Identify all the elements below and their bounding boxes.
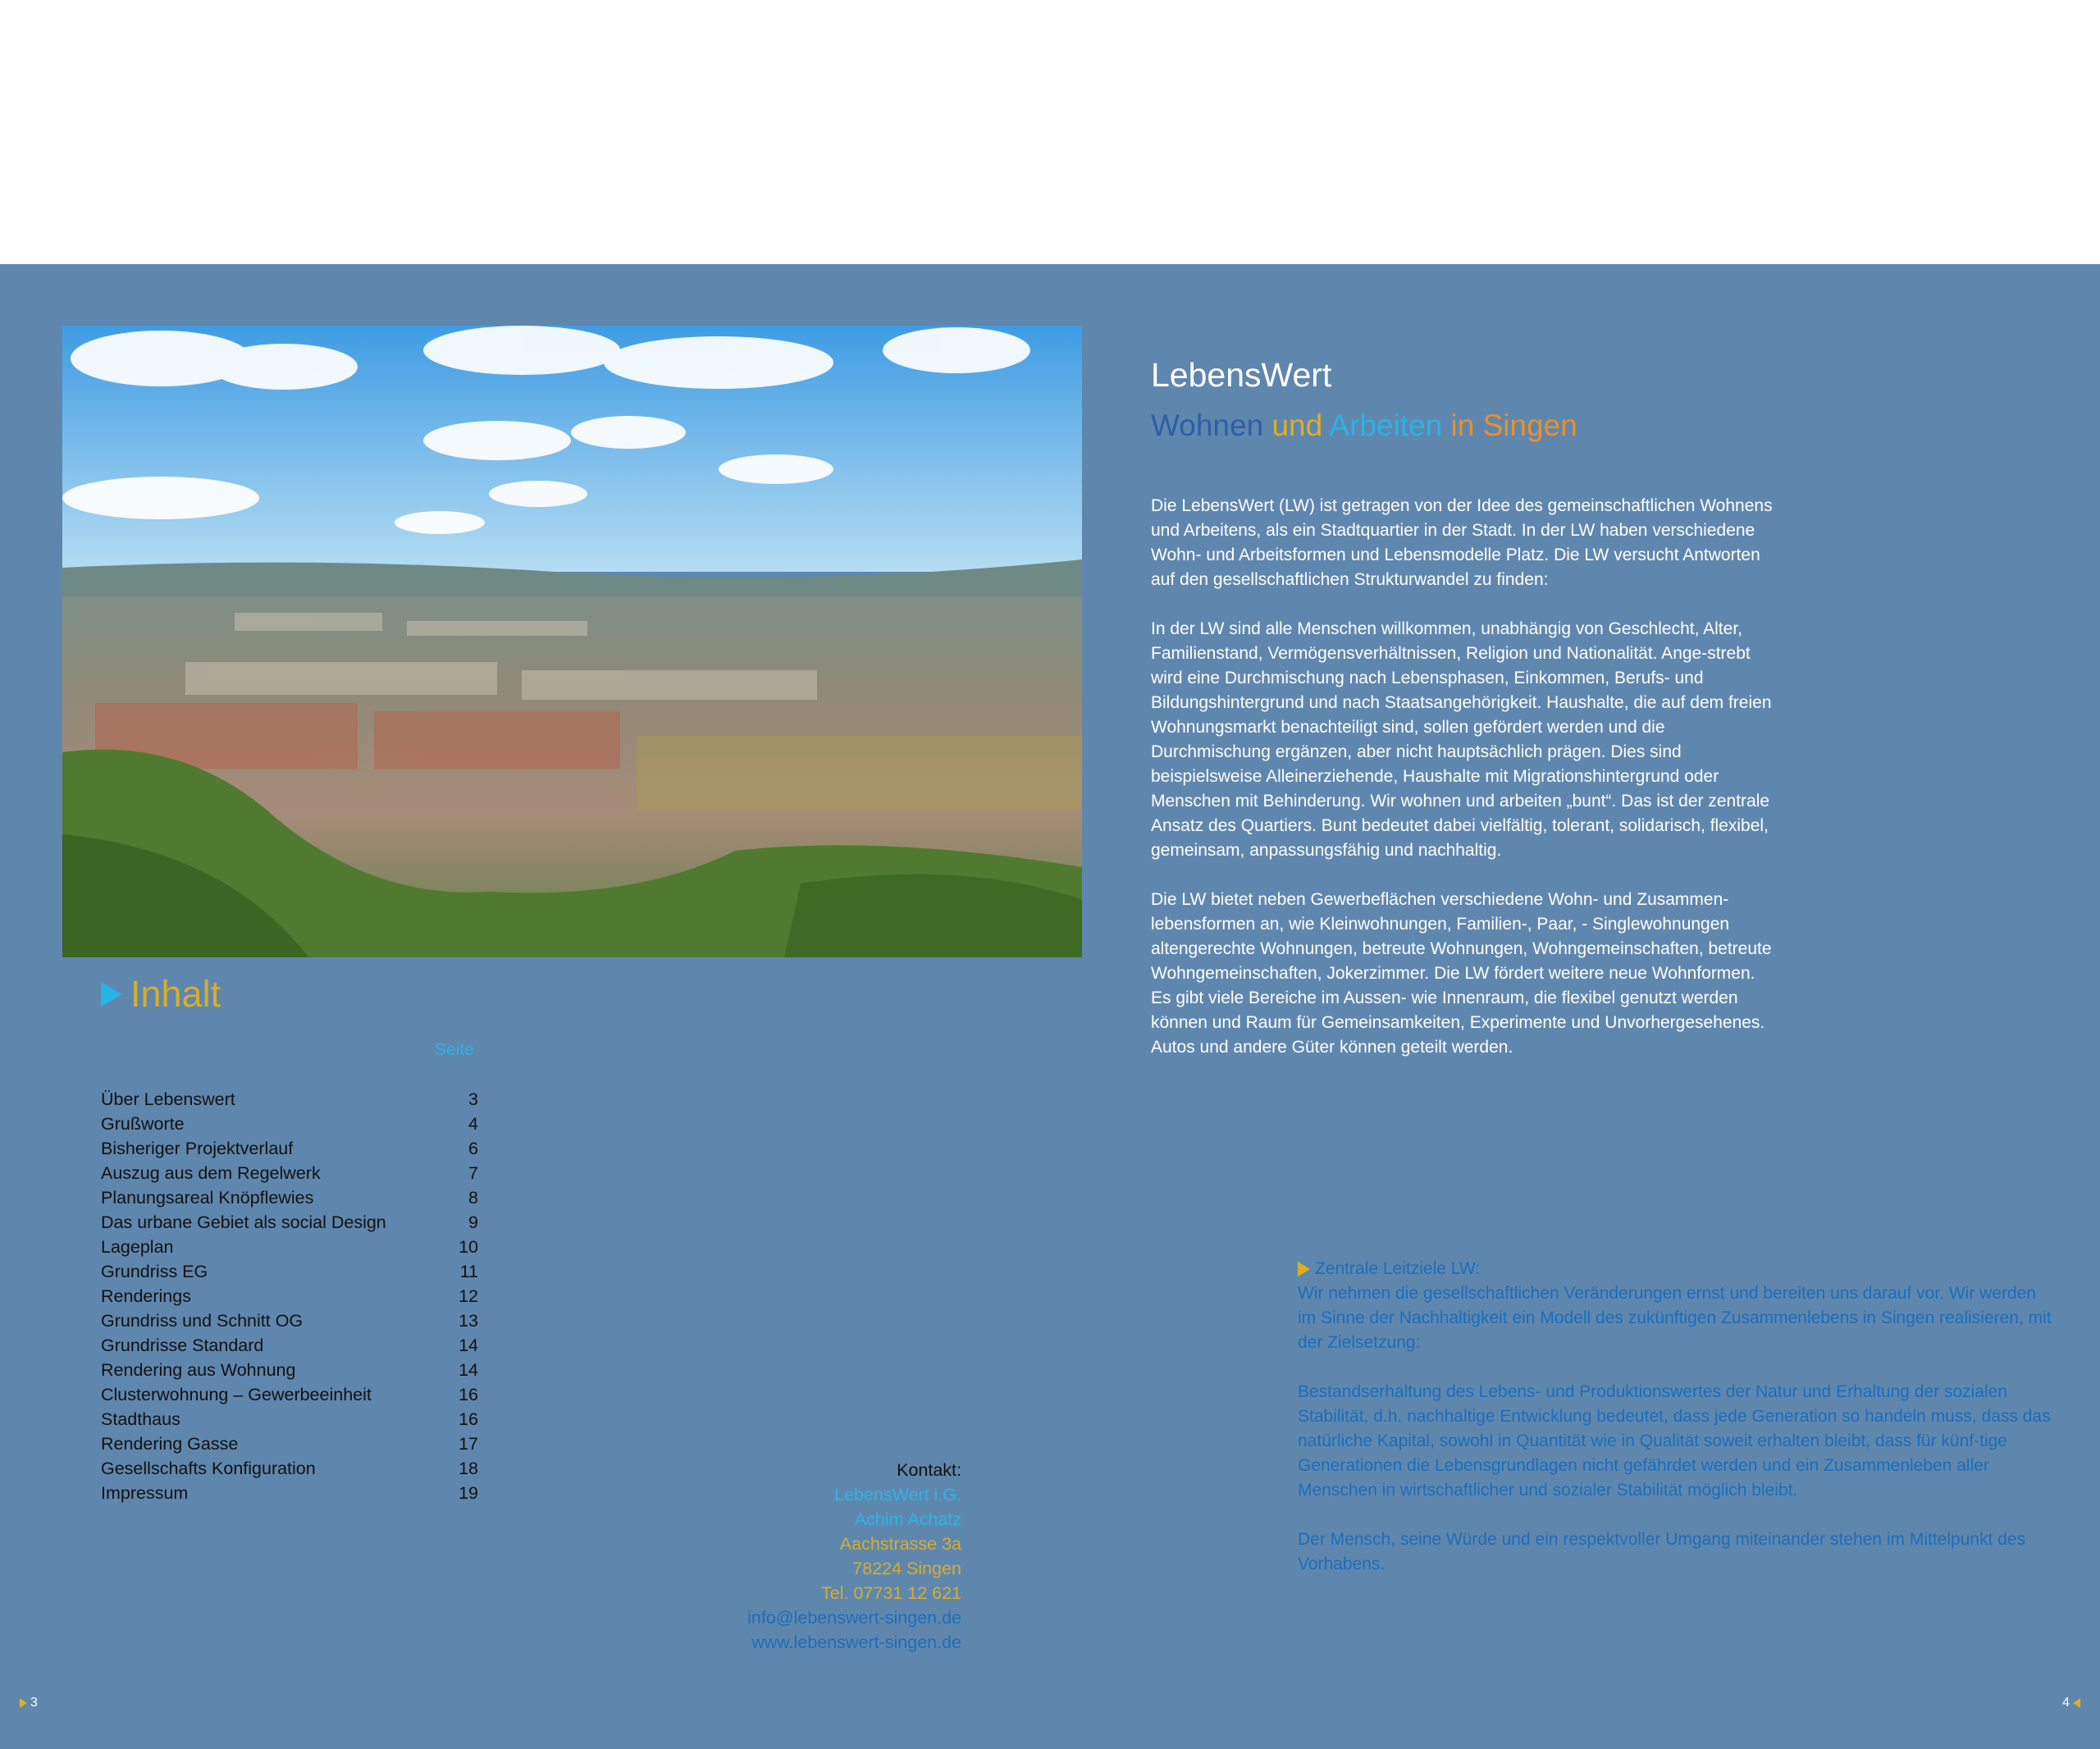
city-panorama-image	[62, 326, 1082, 957]
contact-email-link[interactable]: info@lebenswert-singen.de	[747, 1608, 961, 1628]
toc-entry-page: 10	[459, 1237, 478, 1257]
toc-entry-label: Gesellschafts Konfiguration	[101, 1459, 316, 1478]
contact-phone: Tel. 07731 12 621	[821, 1583, 961, 1603]
toc-entry-page: 11	[459, 1262, 478, 1281]
toc-entry-page: 6	[468, 1139, 478, 1158]
leitziele-paragraph: Wir nehmen die gesellschaftlichen Veränderungen ernst und bereiten uns darauf vor. Wir werden im Sinne der Nachhaltigkeit ein Modell des zukünftigen Zusammenlebens in Singen realisieren, mit der Zielsetzung:	[1298, 1284, 2052, 1352]
contact-heading: Kontakt:	[897, 1460, 961, 1480]
toc-entry-page: 7	[468, 1163, 478, 1183]
toc-entry[interactable]	[101, 1136, 478, 1161]
subtitle-word: Singen	[1482, 409, 1577, 442]
table-of-contents	[101, 1087, 478, 1505]
toc-entry-page: 16	[459, 1409, 478, 1429]
city-panorama-photo	[62, 326, 1082, 957]
toc-entry-label: Stadthaus	[101, 1409, 180, 1429]
page-number-right	[2062, 1696, 2080, 1710]
toc-entry[interactable]	[101, 1333, 478, 1358]
intro-paragraph: Die LW bietet neben Gewerbeflächen verschiedene Wohn- und Zusammen-lebensformen an, wie Kleinwohnungen, Familien-, Paar, - Singlewohnungen altengerechte Wohnungen, betreute Wohnungen, Wohngemeinschaften, betreute Wohngemeinschaften, Jokerzimmer. Die LW fördert weitere neue Wohnformen. Es gibt viele Bereiche im Aussen- wie Innenraum, die flexibel genutzt werden können und Raum für Gemeinsamkeiten, Experimente und Unvorhergesehenes. Autos und andere Güter können geteilt werden.	[1151, 890, 1772, 1057]
arrow-right-icon	[20, 1698, 27, 1708]
toc-entry-label: Grundriss EG	[101, 1262, 208, 1281]
toc-entry[interactable]	[101, 1284, 478, 1308]
toc-entry[interactable]	[101, 1308, 478, 1333]
intro-body	[1151, 494, 1774, 1085]
triangle-marker-icon	[101, 982, 122, 1007]
toc-entry-page: 3	[468, 1089, 478, 1109]
toc-entry[interactable]	[101, 1481, 478, 1505]
toc-entry[interactable]	[101, 1185, 478, 1210]
toc-entry-label: Clusterwohnung – Gewerbeeinheit	[101, 1385, 372, 1404]
toc-entry-label: Grundrisse Standard	[101, 1336, 264, 1355]
toc-entry-label: Rendering Gasse	[101, 1434, 239, 1454]
toc-entry[interactable]	[101, 1087, 478, 1112]
toc-entry-label: Das urbane Gebiet als social Design	[101, 1212, 386, 1232]
toc-entry-page: 16	[459, 1385, 478, 1404]
toc-entry-page: 18	[459, 1459, 478, 1478]
page-subtitle	[1151, 409, 1577, 443]
toc-entry-label: Grundriss und Schnitt OG	[101, 1311, 304, 1331]
subtitle-word: in	[1450, 409, 1475, 442]
contact-person: Achim Achatz	[854, 1509, 961, 1529]
toc-entry-label: Auszug aus dem Regelwerk	[101, 1163, 321, 1183]
contact-block	[747, 1458, 961, 1655]
toc-heading	[101, 973, 221, 1016]
brochure-spread	[0, 264, 2100, 1749]
toc-entry-page: 14	[459, 1360, 478, 1380]
toc-entry-label: Impressum	[101, 1483, 189, 1503]
contact-city: 78224 Singen	[852, 1559, 961, 1578]
contact-street: Aachstrasse 3a	[839, 1534, 961, 1554]
toc-entry[interactable]	[101, 1161, 478, 1185]
leitziele-heading-row	[1298, 1257, 2052, 1281]
toc-title: Inhalt	[130, 973, 221, 1015]
toc-entry-label: Über Lebenswert	[101, 1089, 235, 1109]
toc-page-column-header: Seite	[435, 1040, 474, 1059]
intro-paragraph: In der LW sind alle Menschen willkommen, unabhängig von Geschlecht, Alter, Familienstand, Vermögensverhältnissen, Religion und Nationalität. Ange-strebt wird eine Durchmischung nach Lebensphasen, Einkommen, Berufs- und Bildungshintergrund und nach Staatsangehörigkeit. Haushalte, die auf dem freien Wohnungsmarkt benachteiligt sind, sollen gefördert werden und die Durchmischung ergänzen, aber nicht hauptsächlich prägen. Dies sind beispielsweise Alleinerziehende, Haushalte mit Migrationshintergrund oder Menschen mit Behinderung. Wir wohnen und arbeiten „bunt“. Das ist der zentrale Ansatz des Quartiers. Bunt bedeutet dabei vielfältig, tolerant, solidarisch, flexibel, gemeinsam, anpassungsfähig und nachhaltig.	[1151, 619, 1772, 860]
toc-entry-label: Grußworte	[101, 1114, 185, 1134]
toc-entry-page: 9	[468, 1212, 478, 1232]
page-number-right-value: 4	[2062, 1696, 2070, 1710]
toc-entry[interactable]	[101, 1259, 478, 1284]
toc-entry[interactable]	[101, 1456, 478, 1481]
toc-entry-label: Planungsareal Knöpflewies	[101, 1188, 314, 1208]
triangle-marker-icon	[1298, 1262, 1310, 1276]
leitziele-paragraph: Bestandserhaltung des Lebens- und Produktionswertes der Natur und Erhaltung der sozialen Stabilität, d.h. nachhaltige Entwicklung bedeutet, dass jede Generation so handeln muss, dass das natürliche Kapital, sowohl in Quantität wie in Qualität soweit erhalten bleibt, dass für künf-tige Generationen die Lebensgrundlagen nicht gefährdet werden und ein Zusammenleben aller Menschen in wirtschaftlicher und sozialer Stabilität möglich bleibt.	[1298, 1382, 2051, 1500]
arrow-left-icon	[2073, 1698, 2080, 1708]
subtitle-word: Wohnen	[1151, 409, 1264, 442]
subtitle-word: Arbeiten	[1329, 409, 1443, 442]
leitziele-paragraph: Der Mensch, seine Würde und ein respektvoller Umgang miteinander stehen im Mittelpunkt des Vorhabens.	[1298, 1530, 2026, 1573]
toc-entry[interactable]	[101, 1235, 478, 1259]
toc-entry-page: 17	[459, 1434, 478, 1454]
intro-paragraph: Die LebensWert (LW) ist getragen von der Idee des gemeinschaftlichen Wohnens und Arbeitens, als ein Stadtquartier in der Stadt. In der LW haben verschiedene Wohn- und Arbeitsformen und Lebensmodelle Platz. Die LW versucht Antworten auf den gesellschaftlichen Strukturwandel zu finden:	[1151, 496, 1773, 589]
page-title: LebensWert	[1151, 356, 1332, 394]
toc-entry[interactable]	[101, 1358, 478, 1382]
toc-entry-page: 8	[468, 1188, 478, 1208]
toc-entry-page: 14	[459, 1336, 478, 1355]
contact-website-link[interactable]: www.lebenswert-singen.de	[751, 1633, 961, 1652]
toc-entry[interactable]	[101, 1210, 478, 1235]
toc-entry[interactable]	[101, 1432, 478, 1456]
page-number-left-value: 3	[30, 1696, 38, 1710]
page-number-left	[20, 1696, 38, 1710]
toc-entry[interactable]	[101, 1112, 478, 1136]
toc-entry[interactable]	[101, 1407, 478, 1432]
leitziele-heading: Zentrale Leitziele LW:	[1315, 1259, 1481, 1278]
toc-entry-label: Lageplan	[101, 1237, 174, 1257]
leitziele-section	[1298, 1257, 2052, 1601]
toc-entry-page: 13	[459, 1311, 478, 1331]
toc-entry-page: 4	[468, 1114, 478, 1134]
toc-entry[interactable]	[101, 1382, 478, 1407]
toc-entry-page: 12	[459, 1286, 478, 1306]
toc-entry-label: Rendering aus Wohnung	[101, 1360, 296, 1380]
subtitle-word: und	[1271, 409, 1323, 442]
toc-entry-label: Renderings	[101, 1286, 191, 1306]
contact-organization: LebensWert i.G.	[834, 1485, 961, 1505]
toc-entry-label: Bisheriger Projektverlauf	[101, 1139, 294, 1158]
toc-entry-page: 19	[459, 1483, 478, 1503]
